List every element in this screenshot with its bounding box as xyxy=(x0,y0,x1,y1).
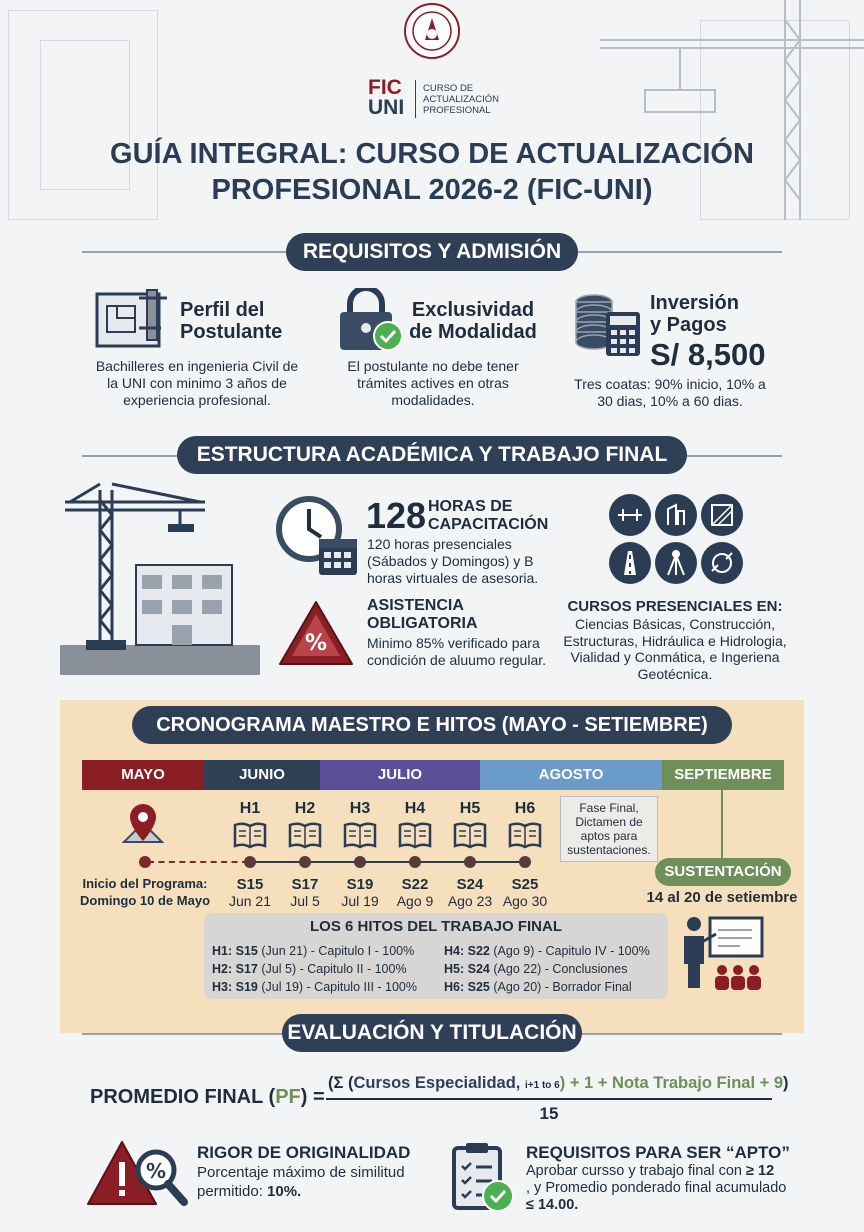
section-title-evaluacion: EVALUACIÓN Y TITULACIÓN xyxy=(282,1014,582,1052)
rigor-text-2a: permitido: xyxy=(197,1183,268,1200)
hito-date-5 xyxy=(440,876,500,909)
open-book-icon xyxy=(453,821,487,849)
date-label: Ago 9 xyxy=(396,893,434,909)
horas-label: HORAS DE CAPACITACIÓN xyxy=(428,498,549,533)
hito-desc: (Jun 21) - Capitulo I - 100% xyxy=(261,944,415,958)
hito-desc: (Jul 5) - Capitulo II - 100% xyxy=(261,962,407,976)
formula-sub: i+1 to 6 xyxy=(524,1080,560,1091)
hito-date-1 xyxy=(220,876,280,909)
plagiarism-warning-icon xyxy=(86,1138,190,1210)
hito-key: H4: xyxy=(444,944,465,958)
formula-cursos: Cursos Especialidad, xyxy=(353,1074,521,1092)
hito-date-2 xyxy=(275,876,335,909)
geotecnica-icon xyxy=(700,541,744,585)
rigor-text-1: Porcentaje máximo de similitud xyxy=(197,1164,405,1181)
exclusividad-text: El postulante no debe tener trámites actives en otras modalidades. xyxy=(347,358,519,408)
open-book-icon xyxy=(233,821,267,849)
hito-desc: (Ago 22) - Conclusiones xyxy=(493,962,628,976)
fic-uni-logo xyxy=(368,78,508,120)
timeline-dot-start xyxy=(139,856,151,868)
hito-label: H2 xyxy=(294,800,316,817)
asistencia-title: ASISTENCIA OBLIGATORIA xyxy=(367,597,478,632)
ciencias-basicas-icon xyxy=(608,493,652,537)
map-pin-icon xyxy=(118,800,168,852)
sustentacion-date: 14 al 20 de setiembre xyxy=(646,889,798,906)
construction-building-icon xyxy=(60,480,260,680)
apto-text-1b: ≥ 12 xyxy=(746,1163,775,1179)
apto-text xyxy=(526,1163,856,1214)
hito-detail-row xyxy=(212,942,452,960)
hito-week: S17 xyxy=(235,962,258,976)
inicio-label: Inicio del Programa: xyxy=(82,876,208,891)
pf-abbr: PF xyxy=(275,1086,301,1108)
formula-numerator xyxy=(328,1074,789,1093)
hitos-box-title: LOS 6 HITOS DEL TRABAJO FINAL xyxy=(310,918,562,935)
timeline-dot xyxy=(244,856,256,868)
hito-week: S22 xyxy=(467,944,490,958)
hito-detail-row xyxy=(444,942,674,960)
hito-week: S24 xyxy=(467,962,490,976)
open-book-icon xyxy=(343,821,377,849)
month-mayo: MAYO xyxy=(82,760,204,790)
timeline-dot xyxy=(409,856,421,868)
asistencia-text: Minimo 85% verificado para condición de aluumo regular. xyxy=(367,635,547,668)
sustentacion-badge: SUSTENTACIÓN xyxy=(655,858,791,886)
estructuras-icon xyxy=(700,493,744,537)
formula-open: (Σ ( xyxy=(328,1074,354,1092)
hito-key: H1: xyxy=(212,944,233,958)
hito-label: H6 xyxy=(514,800,536,817)
hito-week: S15 xyxy=(235,944,258,958)
hito-detail-row xyxy=(444,960,674,978)
hito-detail-row xyxy=(212,960,452,978)
hito-week: S25 xyxy=(467,980,490,994)
agosto-note: Fase Final, Dictamen de aptos para sustentaciones. xyxy=(560,796,658,862)
hito-detail-row xyxy=(212,978,452,996)
hito-6 xyxy=(501,800,549,854)
hito-4 xyxy=(391,800,439,854)
page-title xyxy=(0,136,864,208)
sustentacion-connector xyxy=(721,790,723,858)
horas-number: 128 xyxy=(366,495,427,536)
apto-text-3: ≤ 14.00. xyxy=(526,1197,579,1213)
section-title-cronograma: CRONOGRAMA MAESTRO E HITOS (MAYO - SETIEMBRE) xyxy=(132,706,732,744)
inicio-date: Domingo 10 de Mayo xyxy=(79,893,211,908)
pf-label-text: PROMEDIO FINAL ( xyxy=(90,1086,276,1108)
hitos-box-right xyxy=(444,942,674,996)
hito-1 xyxy=(226,800,274,854)
hito-date-4 xyxy=(385,876,445,909)
hito-date-6 xyxy=(495,876,555,909)
hito-label: H3 xyxy=(349,800,371,817)
hito-week: S19 xyxy=(235,980,258,994)
hito-date-3 xyxy=(330,876,390,909)
hito-key: H3: xyxy=(212,980,233,994)
hito-desc: (Ago 9) - Capitulo IV - 100% xyxy=(493,944,650,958)
date-label: Jul 5 xyxy=(290,893,320,909)
formula-denominator: 15 xyxy=(539,1104,559,1123)
apto-text-1a: Aprobar cursso y trabajo final con xyxy=(526,1163,747,1179)
week-label: S22 xyxy=(401,876,429,893)
week-label: S25 xyxy=(511,876,539,893)
page-title-line2: PROFESIONAL 2026-2 (FIC-UNI) xyxy=(211,174,653,206)
timeline-dot xyxy=(354,856,366,868)
month-septiembre: SEPTIEMBRE xyxy=(662,760,784,790)
clock-calendar-icon xyxy=(275,495,361,579)
timeline-line xyxy=(250,861,525,863)
open-book-icon xyxy=(508,821,542,849)
hito-detail-row xyxy=(444,978,674,996)
date-label: Ago 30 xyxy=(502,893,548,909)
logo-sub-2: ACTUALIZACIÓN xyxy=(423,94,500,105)
month-agosto: AGOSTO xyxy=(480,760,662,790)
page-title-line1: GUÍA INTEGRAL: CURSO DE ACTUALIZACIÓN xyxy=(110,138,754,170)
formula-nota: Nota Trabajo Final + 9 xyxy=(612,1074,784,1092)
blueprint-caliper-icon xyxy=(95,288,175,350)
hito-key: H2: xyxy=(212,962,233,976)
rigor-text xyxy=(197,1163,405,1201)
hito-desc: (Ago 20) - Borrador Final xyxy=(493,980,632,994)
timeline-dot xyxy=(299,856,311,868)
construccion-icon xyxy=(654,493,698,537)
cursos-text: Ciencias Básicas, Construcción, Estructuras, Hidráulica e Hidrologia, Vialidad y Conmática, e Ingeriena Geotécnica. xyxy=(563,616,787,682)
perfil-title: Perfil del Postulante xyxy=(180,299,283,343)
promedio-final-label xyxy=(90,1086,325,1109)
timeline-line xyxy=(148,861,248,863)
pf-close: ) = xyxy=(300,1086,325,1108)
vialidad-road-icon xyxy=(608,541,652,585)
week-label: S15 xyxy=(236,876,264,893)
hito-label: H1 xyxy=(239,800,261,817)
apto-title: REQUISITOS PARA SER “APTO” xyxy=(526,1143,790,1162)
logo-sub-3: PROFESIONAL xyxy=(423,105,491,116)
formula-mid: ) + 1 + xyxy=(559,1074,608,1092)
coins-calculator-icon xyxy=(572,290,644,360)
topografia-icon xyxy=(654,541,698,585)
inversion-text: Tres coatas: 90% inicio, 10% a 30 dias, 10% a 60 dias. xyxy=(574,376,766,409)
date-label: Jun 21 xyxy=(228,893,272,909)
svg-text:%: % xyxy=(304,631,328,656)
hito-key: H6: xyxy=(444,980,465,994)
rigor-text-2b: 10%. xyxy=(267,1183,302,1200)
fraction-bar xyxy=(326,1098,772,1100)
month-junio: JUNIO xyxy=(204,760,320,790)
inversion-title: Inversión y Pagos xyxy=(650,292,739,336)
exclusividad-title: Exclusividad de Modalidad xyxy=(409,299,537,343)
hito-label: H5 xyxy=(459,800,481,817)
perfil-text: Bachilleres en ingenieria Civil de la UNI con minimo 3 años de experiencia profesional. xyxy=(95,358,299,408)
university-seal-icon xyxy=(403,2,461,60)
logo-sub-1: CURSO DE xyxy=(423,83,474,94)
horas-text: 120 horas presenciales (Sábados y Domingos) y B horas virtuales de asesoria. xyxy=(367,536,539,586)
course-icons-grid xyxy=(608,493,744,587)
apto-text-2: , y Promedio ponderado final acumulado xyxy=(526,1180,787,1196)
hito-label: H4 xyxy=(404,800,426,817)
formula-close: ) xyxy=(783,1074,789,1092)
hito-5 xyxy=(446,800,494,854)
week-label: S19 xyxy=(346,876,374,893)
open-book-icon xyxy=(398,821,432,849)
section-title-requisitos: REQUISITOS Y ADMISIÓN xyxy=(286,233,578,271)
hito-3 xyxy=(336,800,384,854)
date-label: Ago 23 xyxy=(447,893,493,909)
presentation-audience-icon xyxy=(680,912,766,994)
section-title-estructura: ESTRUCTURA ACADÉMICA Y TRABAJO FINAL xyxy=(177,436,687,474)
clipboard-check-icon xyxy=(450,1140,516,1214)
logo-fic: FIC xyxy=(368,76,402,99)
month-julio: JULIO xyxy=(320,760,480,790)
svg-text:%: % xyxy=(145,1159,167,1183)
week-label: S24 xyxy=(456,876,484,893)
rigor-title: RIGOR DE ORIGINALIDAD xyxy=(197,1143,411,1162)
open-book-icon xyxy=(288,821,322,849)
date-label: Jul 19 xyxy=(341,893,379,909)
hito-desc: (Jul 19) - Capitulo III - 100% xyxy=(261,980,417,994)
week-label: S17 xyxy=(291,876,319,893)
inversion-amount: S/ 8,500 xyxy=(650,337,766,372)
hitos-box-left xyxy=(212,942,452,996)
hito-key: H5: xyxy=(444,962,465,976)
timeline-dot xyxy=(464,856,476,868)
timeline-dot xyxy=(519,856,531,868)
lock-check-icon xyxy=(336,288,406,354)
percent-warning-icon xyxy=(276,598,356,668)
logo-uni: UNI xyxy=(368,96,405,119)
hito-2 xyxy=(281,800,329,854)
cursos-title: CURSOS PRESENCIALES EN: xyxy=(567,598,783,615)
